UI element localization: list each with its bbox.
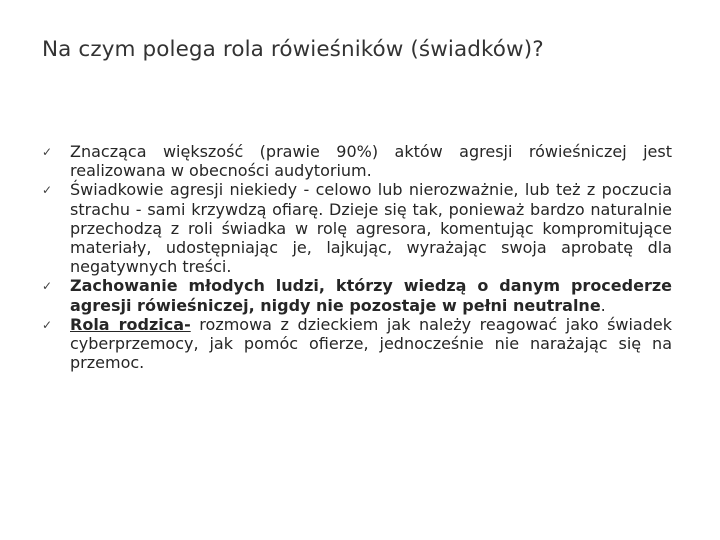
bullet-text: rozmowa z dzieckiem jak należy reagować jako świadek cyberprzemocy, jak pomóc ofierze, jednocześnie nie narażając się na przemoc. (70, 314, 673, 373)
checkmark-icon: ✓ (42, 183, 53, 198)
bullet-lead-text: Rola rodzica- (70, 314, 191, 334)
bullet-item (42, 276, 672, 314)
bullet-list (42, 142, 672, 372)
checkmark-icon: ✓ (42, 145, 53, 159)
bullet-text: Świadkowie agresji niekiedy - celowo lub nierozważnie, lub też z poczucia strachu - sami krzywdzą ofiarę. Dzieje się tak, ponieważ bardzo naturalnie przechodzą z roli świadka w rolę agresora, komentując kompromitujące materiały, udostępniając je, lajkując, wyrażając swoja aprobatę dla negatywnych treści. (70, 180, 672, 277)
bullet-item (42, 315, 672, 373)
bullet-text: Znacząca większość (prawie 90%) aktów agresji rówieśniczej jest realizowana w obecności audytorium. (70, 142, 672, 181)
bullet-item (42, 142, 672, 180)
checkmark-icon: ✓ (42, 279, 53, 294)
bullet-bold-text: Zachowanie młodych ludzi, którzy wiedzą o danym procederze agresji rówieśniczej, nigdy nie pozostaje w pełni neutralne (70, 276, 672, 315)
bullet-tail-text: . (600, 295, 606, 315)
bullet-item (42, 180, 672, 276)
checkmark-icon: ✓ (42, 317, 53, 332)
slide-title: Na czym polega rola rówieśników (świadków)? (42, 37, 544, 62)
